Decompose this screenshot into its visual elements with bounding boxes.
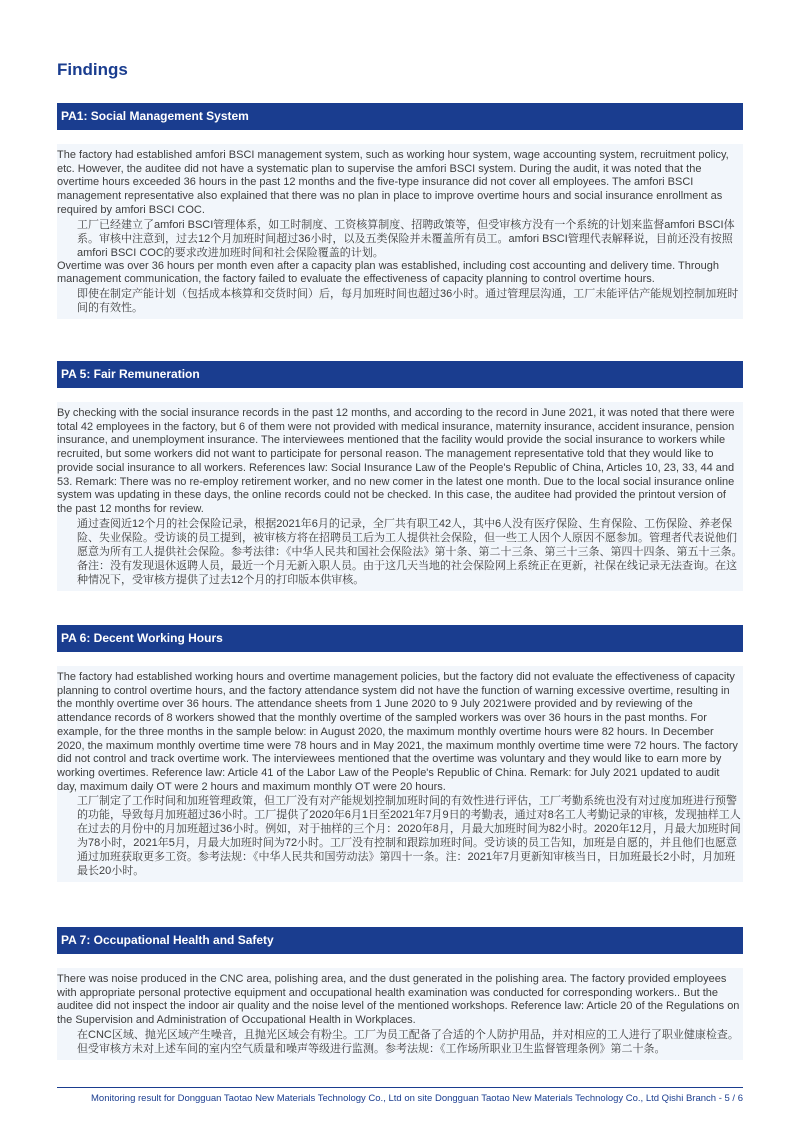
- section-title: PA 6: Decent Working Hours: [57, 625, 743, 652]
- section-title: PA 5: Fair Remuneration: [57, 361, 743, 388]
- finding-text-en: There was noise produced in the CNC area, polishing area, and the dust generated in the polishing area. The factory provided employees with appropriate personal protective equipment and occupational health examination was conducted for corresponding workers.. But the auditee did not inspect the indoor air quality and the noise level of the mentioned workshops. Reference law: Article 20 of the Regulations on the Supervision and Administration of Occupational Health in Workplaces.: [57, 973, 740, 1027]
- finding-text-en: Overtime was over 36 hours per month even after a capacity plan was established, including cost accounting and delivery time. Through management communication, the factory failed to evaluate the effectiveness of capacity planning to control overtime hours.: [57, 259, 719, 286]
- section-pa1: [57, 103, 743, 319]
- finding-text-en: The factory had established working hours and overtime management policies, but the factory did not evaluate the effectiveness of capacity planning to control overtime hours, and the factory attendance system did not have the function of warning excessive overtime, resulting in the monthly overtime over 36 hours. The attendance sheets from 1 June 2020 to 9 July 2021were provided and by reviewing of the attendance records of 8 workers showed that the monthly overtime of the sampled workers was over 36 hours in the past months. For example, for the three months in the sample below: in August 2020, the maximum monthly overtime hours were 82 hours. In December 2020, the maximum monthly overtime time were 78 hours and in May 2021, the maximum monthly overtime time were 72 hours. The factory did not control and track overtime work. The interviewees mentioned that the overtime was voluntary and they would like to earn more by working overtimes. Reference law: Article 41 of the Labor Law of the People's Republic of China. Remark: for July 2021 updated to audit day, maximum daily OT were 2 hours and maximum monthly OT were 20 hours.: [57, 671, 738, 793]
- finding-text-en: The factory had established amfori BSCI management system, such as working hour system, wage accounting system, recruitment policy, etc. However, the auditee did not have a systematic plan to supervise the amfori BSCI system. During the audit, it was noted that the overtime hours exceeded 36 hours in the past 12 months and the five-type insurance did not cover all employees. The amfori BSCI management representative also explained that there was no plan in place to improve overtime hours and social insurance enrollment as required by amfori BSCI COC.: [57, 149, 729, 216]
- finding-text-zh: 通过查阅近12个月的社会保险记录，根据2021年6月的记录，全厂共有职工42人，其中6人没有医疗保险、生育保险、工伤保险、养老保险、失业保险。受访谈的员工提到，被审核方将在招聘员工后为工人提供社会保险，但一些工人因个人原因不愿参加。管理者代表说他们愿意为所有工人提供社会保险。参考法律：《中华人民共和国社会保险法》第十条、第二十三条、第三十三条、第四十四条、第五十三条。备注：没有发现退休返聘人员，最近一个月无新入职人员。由于这几天当地的社会保险网上系统正在更新，社保在线记录无法查询。在这种情况下，受审核方提供了过去12个月的打印版本供审核。: [77, 517, 743, 586]
- page-footer: Monitoring result for Dongguan Taotao New Materials Technology Co., Ltd on site Dongguan Taotao New Materials Technology Co., Ltd Qishi Branch - 5 / 6: [91, 1093, 743, 1104]
- section-body: [57, 968, 743, 1060]
- section-pa6: [57, 625, 743, 882]
- footer-divider: [57, 1087, 743, 1088]
- section-title: PA 7: Occupational Health and Safety: [57, 927, 743, 954]
- section-body: [57, 666, 743, 882]
- finding-text-en: By checking with the social insurance records in the past 12 months, and according to the record in June 2021, it was noted that there were total 42 employees in the factory, but 6 of them were not provided with medical insurance, maternity insurance, accident insurance, pension insurance, and unemployment insurance. The interviewees mentioned that the facility would provide the social insurance to workers while recruited, but some workers did not want to participate for personal reason. The management representative told that they would like to provide social insurance to all workers. References law: Social Insurance Law of the People's Republic of China, Articles 10, 23, 33, 44 and 53. Remark: There was no re-employ retirement worker, and no new comer in the latest one month. Due to the local social insurance online system was updating in these days, the online records could not be checked. In this case, the auditee had provided the printout version of the past 12 months for review.: [57, 407, 735, 515]
- finding-text-zh: 工厂已经建立了amfori BSCI管理体系，如工时制度、工资核算制度、招聘政策等，但受审核方没有一个系统的计划来监督amfori BSCI体系。审核中注意到，过去12个月加班时间超过36小时，以及五类保险并未覆盖所有员工。amfori BSCI管理代表解释说，目前还没有按照amfori BSCI COC的要求改进加班时间和社会保险覆盖的计划。: [77, 218, 735, 259]
- finding-text-zh: 即使在制定产能计划（包括成本核算和交货时间）后，每月加班时间也超过36小时。通过管理层沟通，工厂未能评估产能规划控制加班时间的有效性。: [77, 287, 739, 314]
- section-title: PA1: Social Management System: [57, 103, 743, 130]
- page-title: Findings: [57, 60, 128, 79]
- section-pa7: [57, 927, 743, 1060]
- finding-text-zh: 在CNC区域、抛光区域产生噪音，且抛光区域会有粉尘。工厂为员工配备了合适的个人防护用品，并对相应的工人进行了职业健康检查。但受审核方未对上述车间的室内空气质量和噪声等级进行监测。参考法规：《工作场所职业卫生监督管理条例》第二十条。: [77, 1028, 739, 1055]
- section-pa5: [57, 361, 743, 591]
- finding-text-zh: 工厂制定了工作时间和加班管理政策，但工厂没有对产能规划控制加班时间的有效性进行评估，工厂考勤系统也没有对过度加班进行预警的功能，导致每月加班超过36小时。工厂提供了2020年6月1日至2021年7月9日的考勤表，通过对8名工人考勤记录的审核，发现抽样工人在过去的月份中的月加班超过36小时。例如，对于抽样的三个月：2020年8月，月最大加班时间为82小时。2020年12月，月最大加班时间为78小时，2021年5月，月最大加班时间为72小时。工厂没有控制和跟踪加班时间。受访谈的员工告知，加班是自愿的，并且他们也愿意通过加班获取更多工资。参考法规：《中华人民共和国劳动法》第四十一条。注：2021年7月更新知审核当日，日加班最长2小时，月加班最长20小时。: [77, 795, 741, 878]
- section-body: [57, 402, 743, 591]
- section-body: [57, 144, 743, 319]
